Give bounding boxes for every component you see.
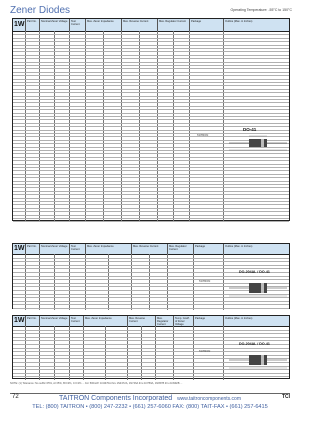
row-divider bbox=[13, 194, 289, 195]
row-divider bbox=[13, 106, 289, 107]
company-name bbox=[0, 395, 300, 402]
page-number: 72 bbox=[12, 394, 19, 400]
header-package: Package bbox=[189, 19, 223, 31]
do41-outline-drawing bbox=[227, 350, 289, 370]
header-part-no: Part No. bbox=[25, 244, 39, 254]
row-divider bbox=[13, 167, 289, 168]
header-regulator-current: Max. Regulator Current bbox=[157, 19, 189, 31]
row-divider bbox=[13, 92, 289, 93]
row-divider bbox=[13, 181, 289, 182]
row-divider bbox=[13, 79, 289, 80]
row-divider bbox=[13, 308, 289, 309]
row-divider bbox=[13, 58, 289, 59]
package-label: TAITRON bbox=[199, 350, 211, 353]
package-label: TAITRON bbox=[199, 280, 211, 283]
row-divider bbox=[13, 123, 289, 124]
table-caption: 1W bbox=[14, 245, 25, 252]
contact-line: TEL: (800) TAITRON • (800) 247-2232 • (661) 257-6060 FAX: (800) TAIT-FAX • (661) 257-6415 bbox=[32, 404, 268, 410]
do41-outline-drawing bbox=[227, 133, 289, 153]
row-divider bbox=[13, 116, 289, 117]
row-divider bbox=[13, 85, 289, 86]
row-divider bbox=[13, 174, 289, 175]
row-divider bbox=[13, 215, 289, 216]
row-divider bbox=[13, 261, 289, 262]
footer-divider bbox=[10, 393, 290, 394]
header-outline: Outline (Max. in Inches) bbox=[223, 244, 291, 254]
row-divider bbox=[13, 221, 289, 222]
row-divider bbox=[13, 330, 289, 331]
row-divider bbox=[13, 160, 289, 161]
row-divider bbox=[13, 198, 289, 199]
header-package: Package bbox=[193, 244, 223, 254]
header-test-current: Test Current bbox=[69, 19, 85, 31]
row-divider bbox=[13, 55, 289, 56]
header-outline: Outline (Max. in Inches) bbox=[223, 316, 291, 326]
row-divider bbox=[13, 376, 289, 377]
row-divider bbox=[13, 38, 289, 39]
header-part-no: Part No. bbox=[25, 19, 39, 31]
row-divider bbox=[13, 102, 289, 103]
row-divider bbox=[13, 51, 289, 52]
header-voltage: Nominal Zener Voltage bbox=[39, 316, 69, 326]
header-reverse-current: Max. Reverse Current bbox=[127, 316, 155, 326]
row-divider bbox=[13, 119, 289, 120]
zener-table-2 bbox=[12, 243, 290, 309]
company-logo: TCI bbox=[281, 394, 290, 400]
header-regulator-current: Max. Regulator Current bbox=[155, 316, 173, 326]
page-title: Zener Diodes bbox=[10, 5, 71, 16]
row-divider bbox=[13, 301, 289, 302]
header-regulator-current: Max. Regulator Current bbox=[167, 244, 193, 254]
row-divider bbox=[13, 191, 289, 192]
row-divider bbox=[13, 164, 289, 165]
row-divider bbox=[13, 99, 289, 100]
row-divider bbox=[13, 218, 289, 219]
row-divider bbox=[13, 75, 289, 76]
row-divider bbox=[13, 34, 289, 35]
row-divider bbox=[13, 68, 289, 69]
header-package: Package bbox=[193, 316, 223, 326]
header-impedance: Max. Zener Impedance bbox=[85, 244, 131, 254]
row-divider bbox=[13, 65, 289, 66]
package-name: DO-41 bbox=[243, 127, 257, 132]
row-divider bbox=[13, 337, 289, 338]
temperature-note: Operating Temperature: -55°C to 150°C bbox=[230, 8, 292, 12]
row-divider bbox=[13, 333, 289, 334]
zener-table-1 bbox=[12, 18, 290, 221]
package-name: DO-204AL / DO-41 bbox=[239, 342, 270, 346]
row-divider bbox=[13, 82, 289, 83]
header-impedance: Max. Zener Impedance bbox=[85, 19, 121, 31]
header-part-no: Part No. bbox=[25, 316, 39, 326]
header-reverse-current: Max. Reverse Current bbox=[121, 19, 157, 31]
header-reverse-current: Max. Reverse Current bbox=[131, 244, 167, 254]
row-divider bbox=[13, 258, 289, 259]
row-divider bbox=[13, 208, 289, 209]
header-voltage: Nominal Zener Voltage bbox=[39, 244, 69, 254]
header-outline: Outline (Max. in Inches) bbox=[223, 19, 291, 31]
row-divider bbox=[13, 45, 289, 46]
row-divider bbox=[13, 41, 289, 42]
row-divider bbox=[13, 187, 289, 188]
company-url[interactable]: www.taitroncomponents.com bbox=[177, 396, 241, 402]
row-divider bbox=[13, 89, 289, 90]
row-divider bbox=[13, 201, 289, 202]
row-divider bbox=[13, 276, 289, 277]
row-divider bbox=[13, 177, 289, 178]
header-voltage: Nominal Zener Voltage bbox=[39, 19, 69, 31]
row-divider bbox=[13, 72, 289, 73]
row-divider bbox=[13, 109, 289, 110]
row-divider bbox=[13, 157, 289, 158]
header-impedance: Max. Zener Impedance bbox=[83, 316, 127, 326]
package-name: DO-204AL / DO-41 bbox=[239, 270, 270, 274]
header-test-current: Test Current bbox=[69, 244, 85, 254]
row-divider bbox=[13, 348, 289, 349]
table-caption: 1W bbox=[14, 317, 25, 324]
footnotes: NOTE: (1) Tolerance: No suffix=±5%, A=±5%, B=±2%, C=±1% ... For 500mW: 1N4370A thru 1N4372A, 1N746A thru 1N759A, 1N957B thru 1N992B ... bbox=[10, 382, 183, 385]
row-divider bbox=[13, 113, 289, 114]
row-divider bbox=[13, 184, 289, 185]
table-caption: 1W bbox=[14, 21, 25, 28]
row-divider bbox=[13, 373, 289, 374]
do41-outline-drawing bbox=[227, 278, 289, 298]
header-test-current: Test Current bbox=[69, 316, 83, 326]
row-divider bbox=[13, 204, 289, 205]
header-temp-coeff: Temp. Coeff. of Zener Voltage bbox=[173, 316, 193, 326]
row-divider bbox=[13, 170, 289, 171]
zener-table-3 bbox=[12, 315, 290, 379]
row-divider bbox=[13, 304, 289, 305]
row-divider bbox=[13, 211, 289, 212]
row-divider bbox=[13, 153, 289, 154]
package-label: TAITRON bbox=[197, 134, 209, 137]
company-name-text: TAITRON Components Incorporated bbox=[59, 395, 173, 402]
row-divider bbox=[13, 265, 289, 266]
row-divider bbox=[13, 96, 289, 97]
row-divider bbox=[13, 48, 289, 49]
row-divider bbox=[13, 62, 289, 63]
